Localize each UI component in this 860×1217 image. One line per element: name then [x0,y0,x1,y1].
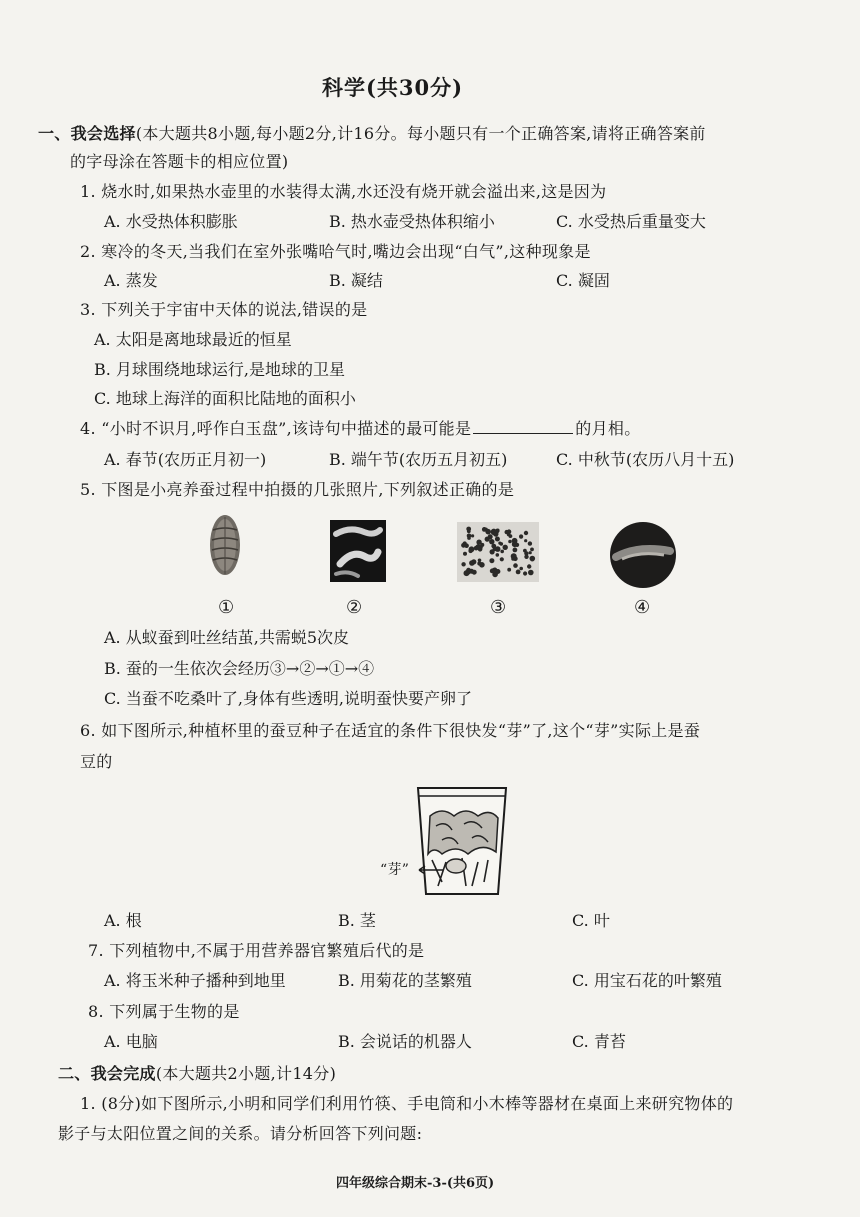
question-4-stem [80,419,641,439]
question-5-option-b[interactable]: B. 蚕的一生依次会经历③→②→①→④ [104,659,375,678]
question-5-option-a[interactable]: A. 从蚁蚕到吐丝结茧,共需蜕5次皮 [104,628,349,647]
question-7-stem: 7. 下列植物中,不属于用营养器官繁殖后代的是 [88,941,425,960]
question-6-option-a[interactable]: A. 根 [104,911,142,930]
question-8-stem: 8. 下列属于生物的是 [88,1002,240,1021]
sprout-label: “芽” [380,862,410,878]
question-2-option-b[interactable]: B. 凝结 [329,271,383,290]
section1-heading: 一、我会选择 [38,124,136,143]
question-2-option-c[interactable]: C. 凝固 [556,271,610,290]
page-title: 科学(共30分) [322,75,464,100]
question-2-stem: 2. 寒冷的冬天,当我们在室外张嘴哈气时,嘴边会出现“白气”,这种现象是 [80,242,591,261]
question-4-option-a[interactable]: A. 春节(农历正月初一) [104,450,267,469]
question-4-answer-blank[interactable] [473,419,573,434]
question-1-option-b[interactable]: B. 热水壶受热体积缩小 [329,212,495,231]
question-7-option-a[interactable]: A. 将玉米种子播种到地里 [104,971,286,990]
question-3-option-b[interactable]: B. 月球围绕地球运行,是地球的卫星 [94,360,346,379]
silk-moth-photo [608,521,678,589]
question-6-stem-cont: 豆的 [80,752,113,771]
question-3-stem: 3. 下列关于宇宙中天体的说法,错误的是 [80,300,368,319]
question-1-option-c[interactable]: C. 水受热后重量变大 [556,212,706,231]
question-7-option-c[interactable]: C. 用宝石花的叶繁殖 [572,971,722,990]
question-4-stem-before: 4. “小时不识月,呼作白玉盘”,该诗句中描述的最可能是 [80,419,472,438]
section2-question-1-cont: 影子与太阳位置之间的关系。请分析回答下列问题: [58,1124,423,1143]
question-5-stem: 5. 下图是小亮养蚕过程中拍摄的几张照片,下列叙述正确的是 [80,480,515,499]
silkworm-photo [330,520,386,582]
section1-instructions: (本大题共8小题,每小题2分,计16分。每小题只有一个正确答案,请将正确答案前 [135,124,706,143]
photo-label-1: ① [218,597,235,618]
photo-label-3: ③ [490,597,507,618]
section2-heading: 二、我会完成 [58,1064,156,1083]
question-4-option-b[interactable]: B. 端午节(农历五月初五) [329,450,508,469]
question-3-option-a[interactable]: A. 太阳是离地球最近的恒星 [94,330,292,349]
question-5-option-c[interactable]: C. 当蚕不吃桑叶了,身体有些透明,说明蚕快要产卵了 [104,689,473,708]
page-footer: 四年级综合期末-3-(共6页) [336,1176,495,1191]
section2-header [58,1064,336,1084]
question-8-option-a[interactable]: A. 电脑 [104,1032,158,1051]
section1-header [38,124,706,144]
question-1-stem: 1. 烧水时,如果热水壶里的水装得太满,水还没有烧开就会溢出来,这是因为 [80,182,607,201]
question-8-option-b[interactable]: B. 会说话的机器人 [338,1032,472,1051]
question-3-option-c[interactable]: C. 地球上海洋的面积比陆地的面积小 [94,389,356,408]
question-7-option-b[interactable]: B. 用菊花的茎繁殖 [338,971,472,990]
question-6-option-b[interactable]: B. 茎 [338,911,376,930]
pupa-photo [205,512,245,578]
section2-question-1: 1. (8分)如下图所示,小明和同学们利用竹筷、手电筒和小木棒等器材在桌面上来研究物体的 [80,1094,734,1113]
question-2-option-a[interactable]: A. 蒸发 [104,271,158,290]
photo-label-4: ④ [634,597,651,618]
question-4-stem-after: 的月相。 [575,419,641,438]
silkworm-eggs-photo [457,522,539,582]
question-6-option-c[interactable]: C. 叶 [572,911,610,930]
planting-cup-figure [412,782,512,898]
section2-instructions: (本大题共2小题,计14分) [155,1064,337,1083]
question-8-option-c[interactable]: C. 青苔 [572,1032,626,1051]
section1-instructions-cont: 的字母涂在答题卡的相应位置) [70,152,289,171]
question-1-option-a[interactable]: A. 水受热体积膨胀 [104,212,238,231]
question-4-option-c[interactable]: C. 中秋节(农历八月十五) [556,450,735,469]
arrow-icon [417,864,445,876]
photo-label-2: ② [346,597,363,618]
question-6-stem: 6. 如下图所示,种植杯里的蚕豆种子在适宜的条件下很快发“芽”了,这个“芽”实际上是蚕 [80,721,701,740]
